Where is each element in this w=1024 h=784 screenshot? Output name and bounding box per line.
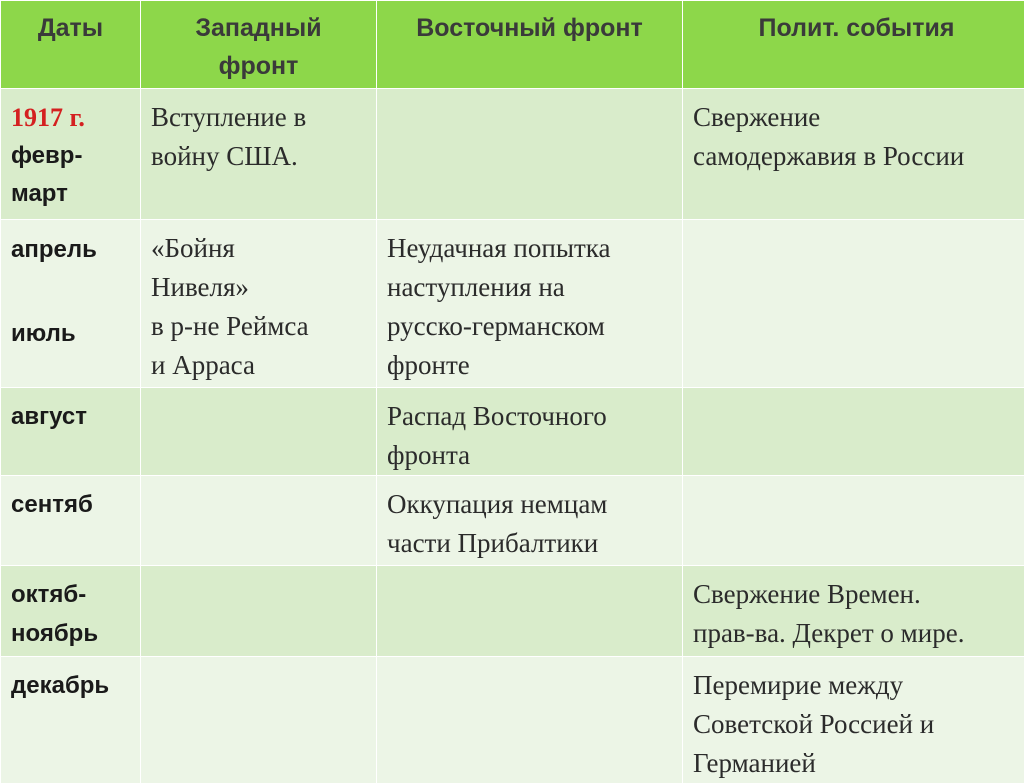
date-cell: август (1, 388, 141, 476)
western-cell (141, 657, 377, 784)
date-label: февр- март (11, 137, 130, 213)
western-cell (141, 388, 377, 476)
western-cell: «Бойня Нивеля» в р-не Реймса и Арраса (141, 220, 377, 388)
table-row (1, 388, 1024, 476)
political-cell: Свержение Времен. прав-ва. Декрет о мире. (683, 566, 1024, 657)
table-row (1, 657, 1024, 784)
eastern-cell (377, 657, 683, 784)
western-cell (141, 476, 377, 566)
date-cell: октяб- ноябрь (1, 566, 141, 657)
eastern-cell: Неудачная попытка наступления на русско-германском фронте (377, 220, 683, 388)
political-cell (683, 220, 1024, 388)
political-cell (683, 476, 1024, 566)
table-row (1, 89, 1024, 220)
table-row (1, 220, 1024, 388)
eastern-cell (377, 566, 683, 657)
table-row (1, 566, 1024, 657)
header-dates: Даты (1, 1, 141, 89)
eastern-cell (377, 89, 683, 220)
political-cell: Перемирие между Советской Россией и Германией (683, 657, 1024, 784)
date-cell: сентяб (1, 476, 141, 566)
header-western-front: Западный фронт (141, 1, 377, 89)
political-cell (683, 388, 1024, 476)
western-cell: Вступление в войну США. (141, 89, 377, 220)
political-cell: Свержение самодержавия в России (683, 89, 1024, 220)
header-political-events: Полит. события (683, 1, 1024, 89)
table-row (1, 476, 1024, 566)
date-cell (1, 89, 141, 220)
year-label: 1917 г. (11, 98, 130, 137)
header-eastern-front: Восточный фронт (377, 1, 683, 89)
date-cell: декабрь (1, 657, 141, 784)
eastern-cell: Распад Восточного фронта (377, 388, 683, 476)
western-cell (141, 566, 377, 657)
eastern-cell: Оккупация немцам части Прибалтики (377, 476, 683, 566)
date-cell: апрель июль (1, 220, 141, 388)
header-row (1, 1, 1024, 89)
